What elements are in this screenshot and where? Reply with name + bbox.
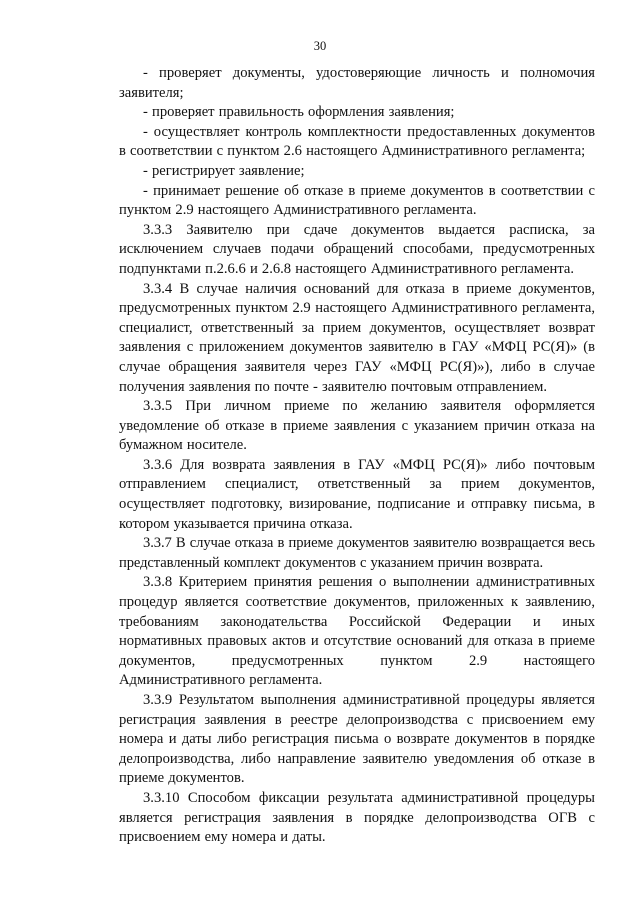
paragraph-3-3-9: 3.3.9 Результатом выполнения административной процедуры является регистрация заявления в реестре делопроизводства с присвоением ему номера и даты либо регистрация письма о возврате документов в порядке делопроизводства, либо направление заявителю уведомления об отказе в приеме документов. bbox=[119, 692, 595, 787]
paragraph-3-3-7: 3.3.7 В случае отказа в приеме документов заявителю возвращается весь представленный комплект документов с указанием причин возврата. bbox=[119, 535, 595, 571]
paragraph-check-completeness: - осуществляет контроль комплектности предоставленных документов в соответствии с пунктом 2.6 настоящего Административного регламента; bbox=[119, 123, 595, 160]
page-number: 30 bbox=[313, 39, 327, 53]
paragraph-check-form: - проверяет правильность оформления заявления; bbox=[143, 104, 455, 121]
paragraph-3-3-3: 3.3.3 Заявителю при сдаче документов выдается расписка, за исключением случаев подачи обращений способами, предусмотренных подпунктами п.2.6.6 и 2.6.8 настоящего Административного регламента. bbox=[119, 221, 595, 277]
paragraph-3-3-6: 3.3.6 Для возврата заявления в ГАУ «МФЦ РС(Я)» либо почтовым отправлением специалист, ответственный за прием документов, осуществляет подготовку, визирование, подписание и отправку письма, в котором указывается причина отказа. bbox=[119, 456, 595, 532]
paragraph-check-identity: - проверяет документы, удостоверяющие личность и полномочия заявителя; bbox=[119, 65, 595, 101]
paragraph-3-3-5: 3.3.5 При личном приеме по желанию заявителя оформляется уведомление об отказе в приеме заявления с указанием причин отказа на бумажном носителе. bbox=[119, 398, 595, 454]
body-text bbox=[119, 64, 595, 848]
paragraph-3-3-10: 3.3.10 Способом фиксации результата административной процедуры является регистрация заявления в порядке делопроизводства ОГВ с присвоением ему номера и даты. bbox=[119, 789, 595, 846]
paragraph-3-3-4: 3.3.4 В случае наличия оснований для отказа в приеме документов, предусмотренных пунктом 2.9 настоящего Административного регламента, специалист, ответственный за прием документов, осуществляет возврат заявления с приложением документов заявителю в ГАУ «МФЦ РС(Я)» (в случае обращения заявителя через ГАУ «МФЦ РС(Я)»), либо в случае получения заявления по почте - заявителю почтовым отправлением. bbox=[119, 280, 595, 395]
paragraph-register: - регистрирует заявление; bbox=[143, 162, 305, 179]
paragraph-refusal-decision: - принимает решение об отказе в приеме документов в соответствии с пунктом 2.9 настоящего Административного регламента. bbox=[119, 182, 595, 219]
paragraph-3-3-8: 3.3.8 Критерием принятия решения о выполнении административных процедур является соответствие документов, приложенных к заявлению, требованиям законодательства Российской Федерации и иных нормативных правовых актов и отсутствие оснований для отказа в приеме документов, предусмотренных пунктом 2.9 настоящего Административного регламента. bbox=[119, 574, 595, 689]
